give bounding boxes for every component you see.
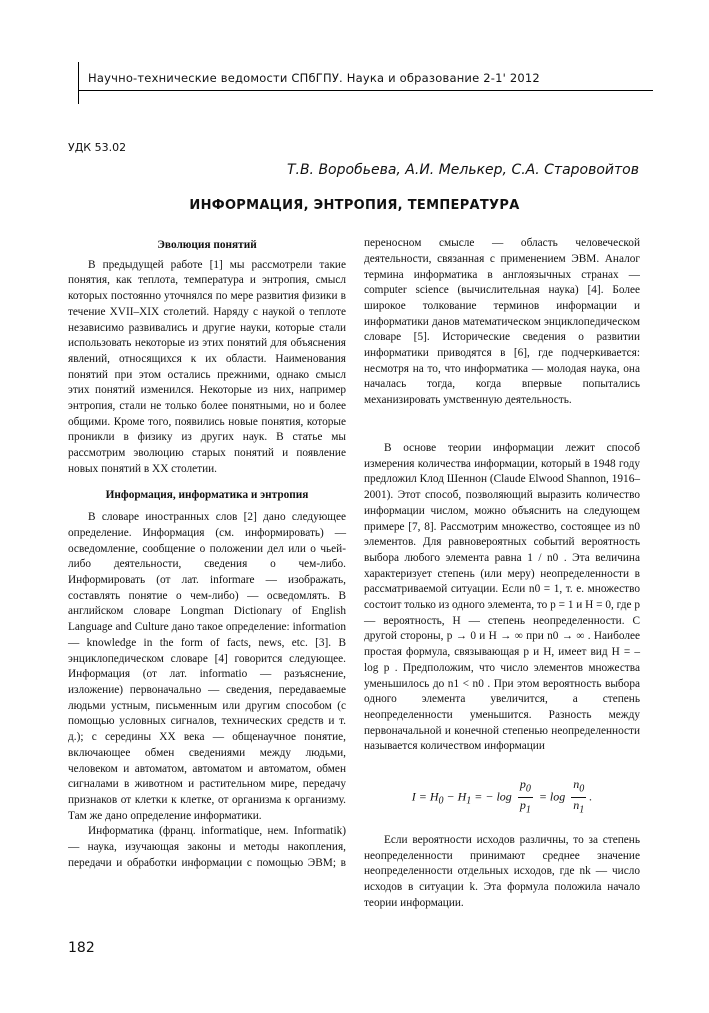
header-tick-line [78,62,79,104]
formula-lhs: I = H [411,789,439,804]
frac1-den: p [519,798,526,813]
formula-neglog: = − log [471,789,512,804]
column-left [68,236,346,870]
paragraph-continued-text: переносном смысле — область человеческой деятельности, связанная с применением ЭВМ. Аналог термина информатика в англоязычных странах — computer science (вычислительная наука) [4]. Более широкое толкование терминов информации и информатики данов математическом энциклопедическом словаре [5]. Исторические сведения о развитии информатики приводятся в [6], где подчеркивается: несмотря на то, что информатика — молодая наука, она началась тогда, когда впервые попытались механизировать умственную деятельность. [364,237,640,407]
frac2-num: n [573,777,580,792]
formula-end: . [589,789,593,804]
frac1-num-sub: 0 [525,783,531,795]
udk-code: УДК 53.02 [68,141,127,154]
running-title: Научно-технические ведомости СПбГПУ. Наука и образование 2-1' 2012 [88,71,540,85]
formula-minus: − H [443,789,467,804]
paragraph: Информатика (франц. informatique, нем. Informatik) — наука, изучающая законы и методы накопления, передачи и обработки информации с помощью ЭВМ; в [68,825,346,869]
formula-sub0: 0 [438,795,444,807]
paragraph-continued [364,236,640,440]
paragraph: В словаре иностранных слов [2] дано следующее определение. Информация (см. информировать) — осведомление, сообщение о положении дел или о чьей-либо деятельности, сведения о чем-либо. Информировать (от лат. informare — изображать, составлять понятие о чем-либо) — осведомлять. В английском словаре Longman Dictionary of English Language and Culture дано такое определение: information — knowledge in the form of facts, news, etc. [3]. В энциклопедическом словаре [4] говорится следующее. Информация (от лат. informatio — разъяснение, изложение) первоначально — сведения, передаваемые людьми устным, письменным или другим способом (с помощью условных сигналов, технических средств и т. д.); с середины XX века — общенаучное понятие, включающее обмен сведениями между людьми, человеком и автоматом, автоматом и автоматом, обмен сигналами в животном и растительном мире, передачу признаков от клетки к клетке, от организма к организму. Там же дано определение информатики. [68,511,346,822]
paragraph: В предыдущей работе [1] мы рассмотрели такие понятия, как теплота, температура и энтропия, смысл которых постоянно уточнялся по мере развития физики в течение XVII–XIX столетий. Наряду с наукой о теплоте независимо развивались и другие науки, которые стали использовать некоторые из этих понятий для объяснения явлений, относящихся к их области. Наименования понятий при этом остались прежними, однако смысл этих понятий изменился. Некоторые из них, например энтропия, стали не только более понятными, но и более общими. Кроме того, появились новые понятия, которые проникли в физику из других наук. В статье мы рассмотрим эволюцию старых понятий и появление новых понятий в XX столетии. [68,258,346,475]
formula-log: = log [535,789,566,804]
frac2-den: n [573,798,580,813]
frac1-num: p [519,777,526,792]
frac2-den-sub: 1 [579,804,585,816]
paragraph: Если вероятности исходов различны, то за степень неопределенности принимают среднее значение неопределенности отдельных исходов, где nk — число исходов в ситуации k. Эта формула положила начало теории информации. [364,834,640,909]
header-rule [78,90,653,91]
paragraph: В основе теории информации лежит способ измерения количества информации, который в 1948 году предложил Клод Шеннон (Claude Elwood Shannon, 1916–2001). Этот способ, позволяющий выразить количество информации числом, можно объяснить на следующем примере [7, 8]. Рассмотрим множество, состоящее из n0 элементов. Для равновероятных событий вероятность выбора любого элемента равна 1 / n0 . Эта величина характеризует степень (или меру) неопределенности в рассматриваемой ситуации. Если n0 = 1, т. е. множество состоит только из одного элемента, то p = 1 и H = 0, где p — вероятность, H — степень неопределенности. С другой стороны, p → 0 и H → ∞ при n0 → ∞ . Наиболее простая формула, связывающая p и H, имеет вид H = – log p . Предположим, что число элементов множества уменьшилось до n1 < n0 . При этом вероятность выбора одного элемента увеличится, а степень неопределенности уменьшится. Разность между первоначальной и конечной степенью неопределенности называется количеством информации [364,442,640,753]
section-heading-evolution: Эволюция понятий [157,239,257,251]
frac1-den-sub: 1 [525,804,531,816]
section-heading-information: Информация, информатика и энтропия [105,488,309,501]
article-title: ИНФОРМАЦИЯ, ЭНТРОПИЯ, ТЕМПЕРАТУРА [189,198,520,213]
frac2-num-sub: 0 [579,783,585,795]
information-formula [364,777,640,816]
fraction-p [518,777,533,818]
column-right [364,236,640,912]
fraction-n [571,777,586,818]
formula-sub1: 1 [466,795,472,807]
page-number: 182 [68,940,95,956]
authors: Т.В. Воробьева, А.И. Мелькер, С.А. Старовойтов [286,162,639,178]
